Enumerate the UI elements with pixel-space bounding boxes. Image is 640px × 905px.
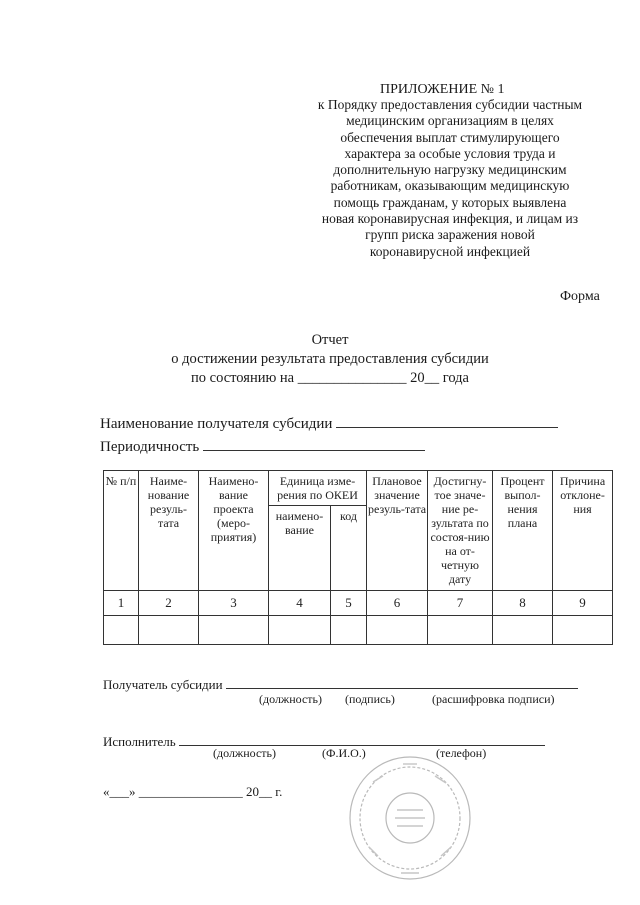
column-number: 6 — [367, 591, 428, 616]
header-achieved-value: Достигну-тое значе-ние ре-зультата по состоя-нию на от-четную дату — [428, 471, 493, 591]
periodicity-field — [100, 436, 425, 456]
recipient-caption-decoding: (расшифровка подписи) — [432, 692, 555, 706]
appendix-line: коронавирусной инфекцией — [369, 243, 531, 259]
header-planned-value: Плановое значение резуль-тата — [367, 471, 428, 591]
header-unit-okei: Единица изме-рения по ОКЕИ — [269, 471, 367, 506]
column-number: 3 — [199, 591, 269, 616]
header-number: № п/п — [104, 471, 139, 591]
table-cell[interactable] — [104, 616, 139, 645]
column-number: 8 — [493, 591, 553, 616]
executor-caption-name: (Ф.И.О.) — [322, 746, 366, 760]
column-number: 1 — [104, 591, 139, 616]
appendix-title: ПРИЛОЖЕНИЕ № 1 — [380, 82, 505, 97]
header-unit-name: наимено-вание — [269, 506, 331, 591]
executor-caption-phone: (телефон) — [436, 746, 487, 760]
recipient-caption-signature: (подпись) — [345, 692, 395, 706]
table-cell[interactable] — [493, 616, 553, 645]
recipient-signature-label: Получатель субсидии — [103, 677, 223, 692]
report-title: Отчет — [311, 332, 349, 348]
appendix-line: новая коронавирусная инфекция, и лицам из — [321, 211, 579, 227]
table-cell[interactable] — [428, 616, 493, 645]
executor-caption-position: (должность) — [213, 746, 276, 760]
table-cell[interactable] — [367, 616, 428, 645]
column-number: 2 — [139, 591, 199, 616]
signature-date-line: «___» ________________ 20__ г. — [103, 784, 283, 799]
results-table — [103, 470, 613, 645]
appendix-line: работникам, оказывающим медицинскую — [330, 178, 570, 194]
recipient-field — [100, 413, 558, 433]
appendix-line: к Порядку предоставления субсидии частным — [317, 97, 583, 112]
recipient-caption-position: (должность) — [259, 692, 322, 706]
table-cell[interactable] — [199, 616, 269, 645]
appendix-line: характера за особые условия труда и — [344, 145, 556, 161]
header-result-name: Наиме-нование резуль-тата — [139, 471, 199, 591]
report-subtitle: о достижении результата предоставления субсидии — [171, 351, 489, 367]
appendix-line: обеспечения выплат стимулирующего — [340, 129, 560, 145]
appendix-line: групп риска заражения новой — [365, 227, 535, 243]
periodicity-field-label: Периодичность — [100, 439, 200, 455]
column-number: 5 — [331, 591, 367, 616]
appendix-line: дополнительную нагрузку медицинским — [333, 162, 567, 178]
periodicity-field-blank[interactable] — [203, 436, 425, 451]
table-cell[interactable] — [139, 616, 199, 645]
recipient-signature-blank[interactable] — [226, 676, 578, 689]
round-seal-icon — [345, 752, 475, 884]
header-deviation-reason: Причина отклоне-ния — [553, 471, 613, 591]
form-label: Форма — [560, 289, 600, 304]
column-number: 7 — [428, 591, 493, 616]
table-cell[interactable] — [269, 616, 331, 645]
column-number: 4 — [269, 591, 331, 616]
recipient-field-label: Наименование получателя субсидии — [100, 416, 333, 432]
recipient-field-blank[interactable] — [336, 413, 558, 428]
report-date-line: по состоянию на _______________ 20__ года — [191, 370, 469, 386]
header-project-name: Наимено-вание проекта (меро-приятия) — [199, 471, 269, 591]
header-percent-plan: Процент выпол-нения плана — [493, 471, 553, 591]
header-unit-code: код — [331, 506, 367, 591]
table-cell[interactable] — [331, 616, 367, 645]
recipient-signature-line — [103, 676, 578, 693]
appendix-text — [280, 97, 620, 260]
column-number: 9 — [553, 591, 613, 616]
executor-signature-label: Исполнитель — [103, 734, 176, 749]
appendix-line: медицинским организациям в целях — [346, 113, 554, 129]
report-title-block — [140, 331, 520, 388]
executor-signature-blank[interactable] — [179, 733, 545, 746]
appendix-line: помощь гражданам, у которых выявлена — [333, 194, 567, 210]
table-cell[interactable] — [553, 616, 613, 645]
